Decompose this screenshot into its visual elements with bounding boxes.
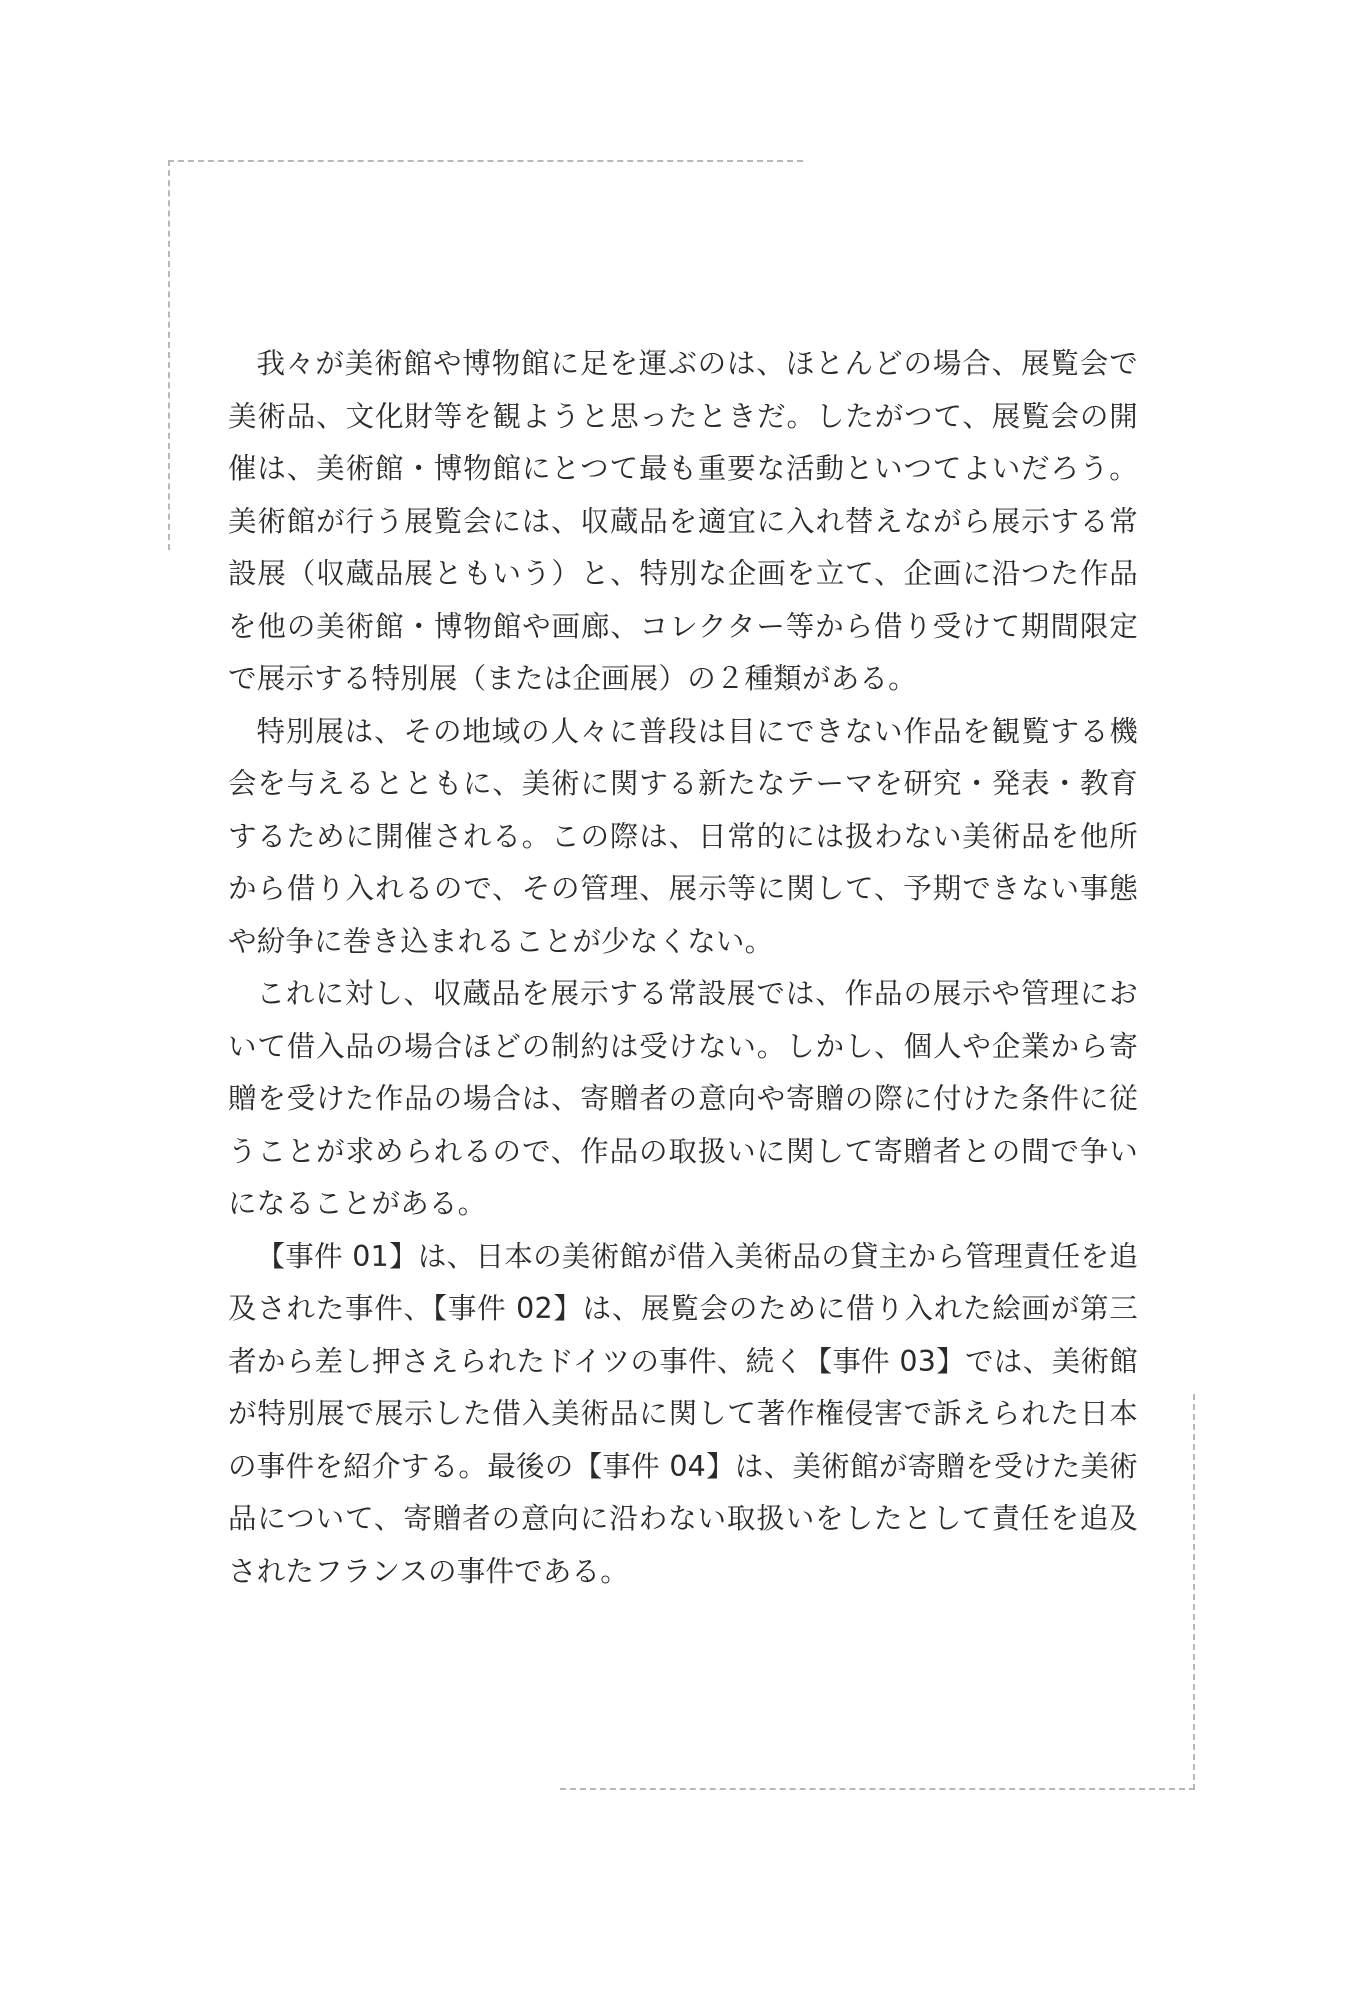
frame-corner-bottom-right-horizontal [560,1788,1195,1790]
frame-corner-top-left-vertical [168,160,170,550]
paragraph-1: 我々が美術館や博物館に足を運ぶのは、ほとんどの場合、展覧会で美術品、文化財等を観ようと思ったときだ。したがつて、展覧会の開催は、美術館・博物館にとつて最も重要な活動といつてよいだろう。美術館が行う展覧会には、収蔵品を適宜に入れ替えながら展示する常設展（収蔵品展ともいう）と、特別な企画を立て、企画に沿つた作品を他の美術館・博物館や画廊、コレクター等から借り受けて期間限定で展示する特別展（または企画展）の２種類がある。 [228,347,1138,695]
body-text [228,338,1138,1598]
frame-corner-bottom-right-vertical [1193,1394,1195,1790]
paragraph-2: 特別展は、その地域の人々に普段は目にできない作品を観覧する機会を与えるとともに、美術に関する新たなテーマを研究・発表・教育するために開催される。この際は、日常的には扱わない美術品を他所から借り入れるので、その管理、展示等に関して、予期できない事態や紛争に巻き込まれることが少なくない。 [228,714,1138,958]
frame-corner-top-left-horizontal [168,160,803,162]
paragraph-3: これに対し、収蔵品を展示する常設展では、作品の展示や管理において借入品の場合ほどの制約は受けない。しかし、個人や企業から寄贈を受けた作品の場合は、寄贈者の意向や寄贈の際に付けた条件に従うことが求められるので、作品の取扱いに関して寄贈者との間で争いになることがある。 [228,977,1138,1220]
paragraph-4: 【事件 01】は、日本の美術館が借入美術品の貸主から管理責任を追及された事件、【事件 02】は、展覧会のために借り入れた絵画が第三者から差し押さえられたドイツの事件、続く【事件 03】では、美術館が特別展で展示した借入美術品に関して著作権侵害で訴えられた日本の事件を紹介する。最後の【事件 04】は、美術館が寄贈を受けた美術品について、寄贈者の意向に沿わない取扱いをしたとして責任を追及されたフランスの事件である。 [228,1239,1138,1588]
